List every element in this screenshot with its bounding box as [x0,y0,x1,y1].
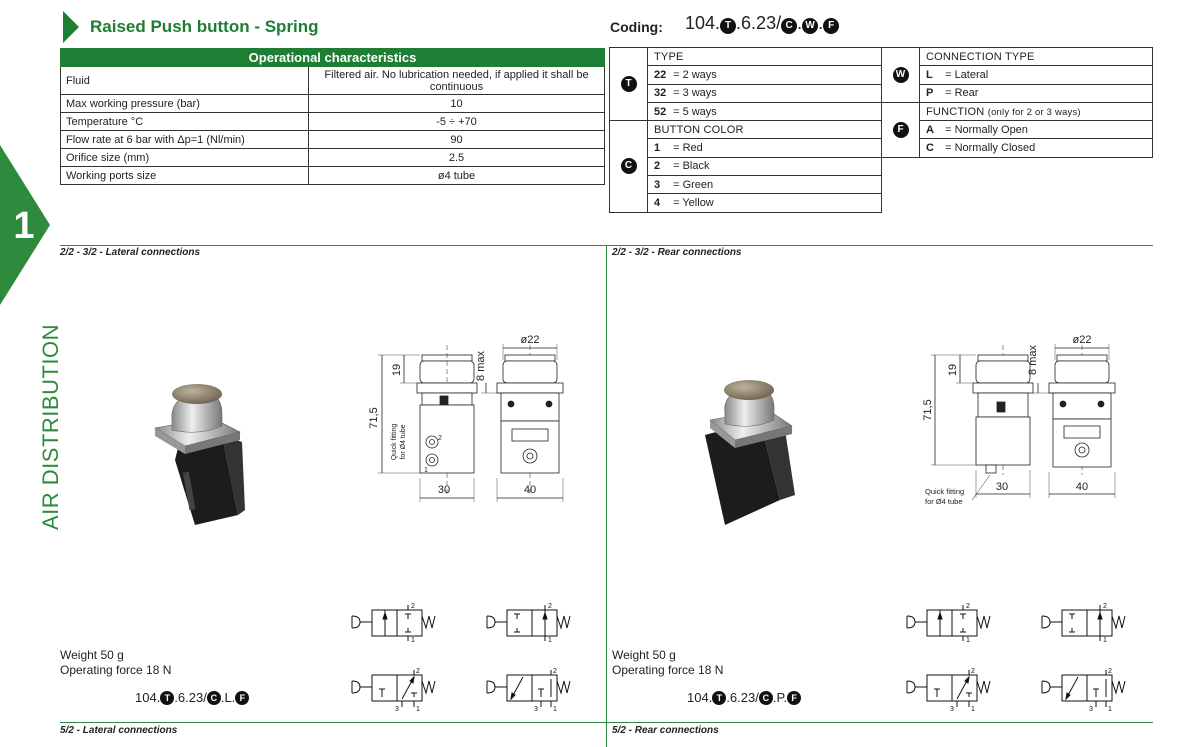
svg-text:3: 3 [950,706,954,713]
title-arrow-icon [63,11,79,43]
weight-info-rear: Weight 50 g Operating force 18 N [612,648,724,677]
svg-text:for Ø4 tube: for Ø4 tube [400,424,407,460]
svg-text:1: 1 [1108,706,1112,713]
valve-symbol-2-2-nc [485,600,575,642]
list-item: C = Normally Closed [882,139,1153,157]
svg-text:3: 3 [395,706,399,713]
dimension-drawing-lateral [360,330,590,510]
column-divider [606,245,607,747]
connection-code-icon: W [802,18,818,34]
svg-text:1: 1 [553,706,557,713]
valve-symbol-2-2-no [350,600,440,642]
svg-text:1: 1 [424,467,428,474]
svg-text:30: 30 [995,481,1009,493]
svg-text:19: 19 [391,363,403,377]
svg-text:2: 2 [1103,603,1107,610]
list-item: 22 = 2 ways [610,66,882,84]
color-code-icon: C [781,18,797,34]
svg-text:1: 1 [1103,637,1107,644]
valve-symbol-3-2-nc-rear [1040,665,1130,713]
valve-symbol-3-2-no-rear [905,665,995,713]
svg-text:2: 2 [411,603,415,610]
connection-icon: W [893,67,909,83]
svg-text:71,5: 71,5 [922,399,934,421]
page-title: Raised Push button - Spring [90,17,319,36]
section-title-lateral: 2/2 - 3/2 - Lateral connections [60,247,201,258]
svg-text:ø22: ø22 [1072,334,1092,346]
svg-text:40: 40 [1075,481,1089,493]
section-title-rear-52: 5/2 - Rear connections [612,725,719,736]
list-item: P = Rear [882,84,1153,102]
svg-text:2: 2 [966,603,970,610]
function-code-icon: F [823,18,839,34]
table-row: Max working pressure (bar) 10 [61,95,605,113]
svg-text:71,5: 71,5 [368,407,380,429]
svg-text:Quick fitting: Quick fitting [925,487,965,496]
product-photo-rear [700,380,800,530]
svg-text:1: 1 [548,637,552,644]
chapter-number: 1 [13,205,35,247]
color-icon: C [621,158,637,174]
svg-text:2: 2 [438,435,442,442]
table-title: Operational characteristics [61,49,605,67]
svg-text:1: 1 [411,637,415,644]
svg-text:8 max: 8 max [475,351,487,381]
svg-text:2: 2 [548,603,552,610]
valve-symbol-2-2-no-rear [905,600,995,642]
svg-text:2: 2 [416,668,420,675]
operational-characteristics-table [60,48,605,185]
svg-text:1: 1 [966,637,970,644]
coding-value: 104. T .6.23/ C . W . F [685,13,839,34]
svg-text:1: 1 [416,706,420,713]
svg-text:30: 30 [437,484,451,496]
chapter-label: AIR DISTRIBUTION [38,323,63,530]
list-item: 52 = 5 ways [610,102,882,120]
list-item: L = Lateral [882,66,1153,84]
table-row: Flow rate at 6 bar with Δp=1 (Nl/min) 90 [61,131,605,149]
product-photo-lateral [150,380,250,530]
valve-symbol-2-2-nc-rear [1040,600,1130,642]
list-item: A = Normally Open [882,121,1153,139]
svg-text:2: 2 [1108,668,1112,675]
coding-table-connection-function: W CONNECTION TYPE L = Lateral P = Rear F FUNCTION (only for 2 or 3 ways) A = Normally Open C = Normally Closed [881,47,1153,158]
svg-text:ø22: ø22 [520,334,540,346]
svg-text:2: 2 [553,668,557,675]
list-item: 4 = Yellow [610,194,882,212]
section-title-rear: 2/2 - 3/2 - Rear connections [612,247,742,258]
table-row: Fluid Filtered air. No lubrication needed, if applied it shall be continuous [61,67,605,95]
dimension-drawing-rear [920,330,1150,510]
type-code-icon: T [720,18,736,34]
function-icon: F [893,122,909,138]
section-title-lateral-52: 5/2 - Lateral connections [60,725,178,736]
product-code-rear: 104. T .6.23/ C .P. F [687,690,801,705]
weight-info-lateral: Weight 50 g Operating force 18 N [60,648,172,677]
svg-text:3: 3 [1089,706,1093,713]
list-item: 1 = Red [610,139,882,157]
svg-text:40: 40 [523,484,537,496]
svg-text:Quick fitting: Quick fitting [391,423,398,461]
svg-text:for Ø4 tube: for Ø4 tube [925,497,963,506]
svg-text:1: 1 [971,706,975,713]
table-row: Orifice size (mm) 2.5 [61,149,605,167]
table-row: Working ports size ø4 tube [61,167,605,185]
coding-label: Coding: [610,19,663,35]
valve-symbol-3-2-nc [485,665,575,713]
table-row: Temperature °C -5 ÷ +70 [61,113,605,131]
list-item: 32 = 3 ways [610,84,882,102]
svg-text:3: 3 [534,706,538,713]
section-divider [60,722,1153,723]
product-code-lateral: 104. T .6.23/ C .L. F [135,690,249,705]
valve-symbol-3-2-no [350,665,440,713]
list-item: 2 = Black [610,157,882,175]
svg-text:8 max: 8 max [1027,345,1039,375]
svg-text:2: 2 [971,668,975,675]
svg-text:19: 19 [947,363,959,377]
list-item: 3 = Green [610,176,882,194]
type-icon: T [621,76,637,92]
coding-table-type-color: T TYPE 22 = 2 ways 32 = 3 ways 52 = 5 ways C BUTTON COLOR 1 = Red 2 = Black 3 = Green 4 = Yellow [609,47,882,213]
